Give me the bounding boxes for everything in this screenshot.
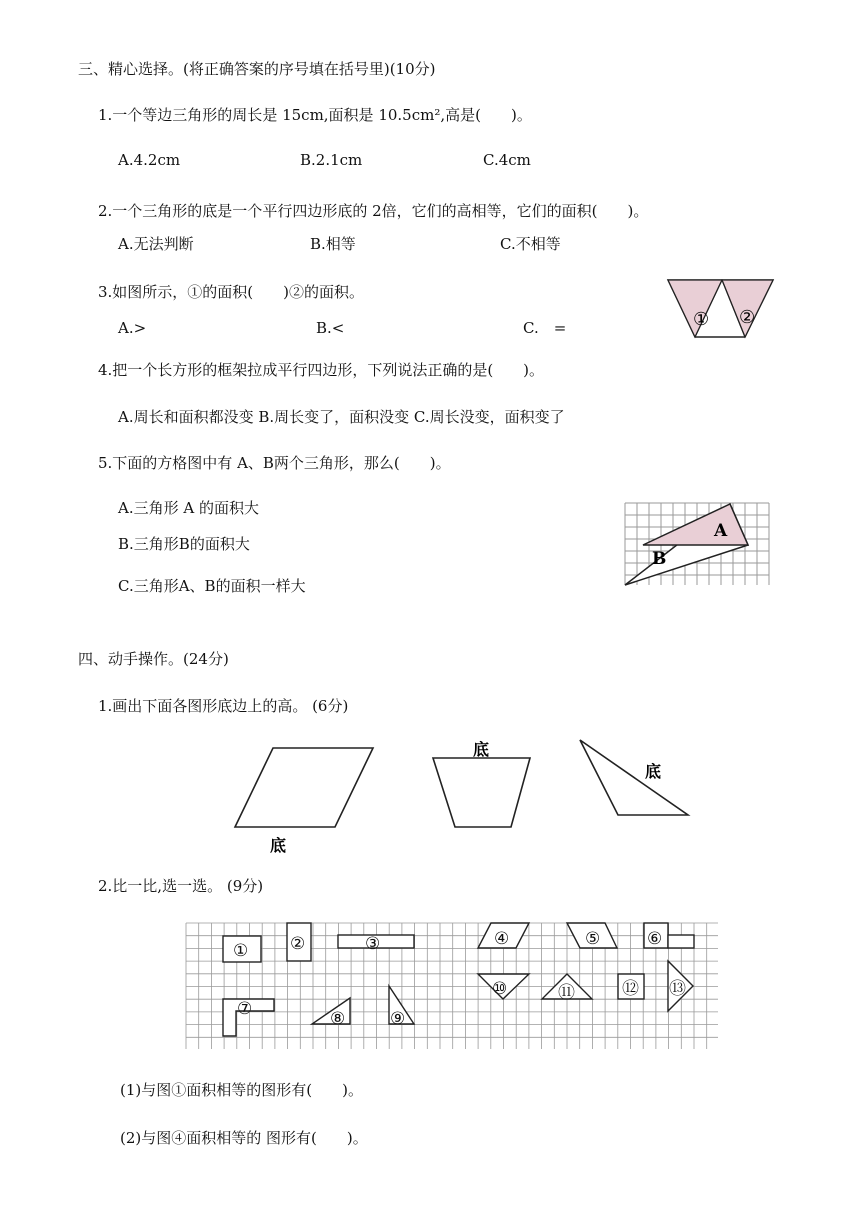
shape-6-bar: [668, 935, 694, 948]
shape-label-9: ⑨: [390, 1009, 406, 1029]
q2-option-c: C.不相等: [500, 235, 561, 253]
q5-option-b: B.三角形B的面积大: [118, 535, 250, 553]
shape-label-12: ⑫: [622, 979, 639, 999]
q3-option-c: C. =: [523, 319, 567, 337]
s4-q1-figures: [225, 735, 705, 860]
shape-label-3: ③: [365, 934, 381, 954]
s4-q2-grid-figure: [185, 922, 721, 1052]
triangle: [580, 740, 688, 815]
q2-option-b: B.相等: [310, 235, 356, 253]
triangle-base-label: 底: [645, 762, 662, 781]
q1-stem: 1.一个等边三角形的周长是 15cm,面积是 10.5cm²,高是( )。: [98, 106, 532, 124]
shape-label-7: ⑦: [237, 999, 253, 1019]
shape-label-13: ⑬: [669, 979, 686, 999]
q4-stem: 4.把一个长方形的框架拉成平行四边形，下列说法正确的是( )。: [98, 361, 545, 379]
shape-label-10: ⑩: [492, 979, 508, 999]
trapezoid-base-label: 底: [473, 740, 490, 759]
parallelogram-base-label: 底: [270, 836, 287, 855]
section3-heading: 三、精心选择。(将正确答案的序号填在括号里)(10分): [78, 60, 436, 78]
s4-q2-stem: 2.比一比,选一选。 (9分): [98, 877, 264, 895]
shape-label-2: ②: [290, 934, 306, 954]
shape-label-5: ⑤: [585, 929, 601, 949]
s4-q1-stem: 1.画出下面各图形底边上的高。 (6分): [98, 697, 349, 715]
parallelogram: [235, 748, 373, 827]
q5-option-a: A.三角形 A 的面积大: [118, 499, 259, 517]
q3-option-a: A.>: [118, 319, 147, 337]
q5-option-c: C.三角形A、B的面积一样大: [118, 577, 306, 595]
section4-heading: 四、动手操作。(24分): [78, 650, 229, 668]
trapezoid: [433, 758, 530, 827]
q4-options: A.周长和面积都没变 B.周长变了，面积没变 C.周长没变，面积变了: [118, 408, 565, 426]
q5-label-a: A: [714, 521, 728, 541]
shape-label-4: ④: [494, 929, 510, 949]
q3-option-b: B.<: [316, 319, 345, 337]
q2-stem: 2.一个三角形的底是一个平行四边形底的 2倍，它们的高相等，它们的面积( )。: [98, 202, 649, 220]
q3-stem: 3.如图所示，①的面积( )②的面积。: [98, 283, 365, 301]
shape-label-8: ⑧: [330, 1009, 346, 1029]
q5-grid-figure: [622, 500, 772, 590]
shape-label-11: ⑪: [558, 983, 575, 1003]
q5-stem: 5.下面的方格图中有 A、B两个三角形，那么( )。: [98, 454, 451, 472]
s4-q2-sub2: (2)与图④面积相等的 图形有( )。: [120, 1129, 368, 1147]
q3-label-2: ②: [739, 307, 756, 328]
q3-figure: [660, 275, 785, 345]
q2-option-a: A.无法判断: [118, 235, 194, 253]
q5-triangle-a: [643, 504, 748, 545]
q5-label-b: B: [652, 549, 667, 569]
shape-label-1: ①: [233, 941, 249, 961]
shape-label-6: ⑥: [647, 929, 663, 949]
s4-q2-sub1: (1)与图①面积相等的图形有( )。: [120, 1081, 363, 1099]
q1-option-c: C.4cm: [483, 151, 531, 169]
q3-label-1: ①: [693, 309, 710, 330]
q1-option-b: B.2.1cm: [300, 151, 363, 169]
q1-option-a: A.4.2cm: [118, 151, 181, 169]
